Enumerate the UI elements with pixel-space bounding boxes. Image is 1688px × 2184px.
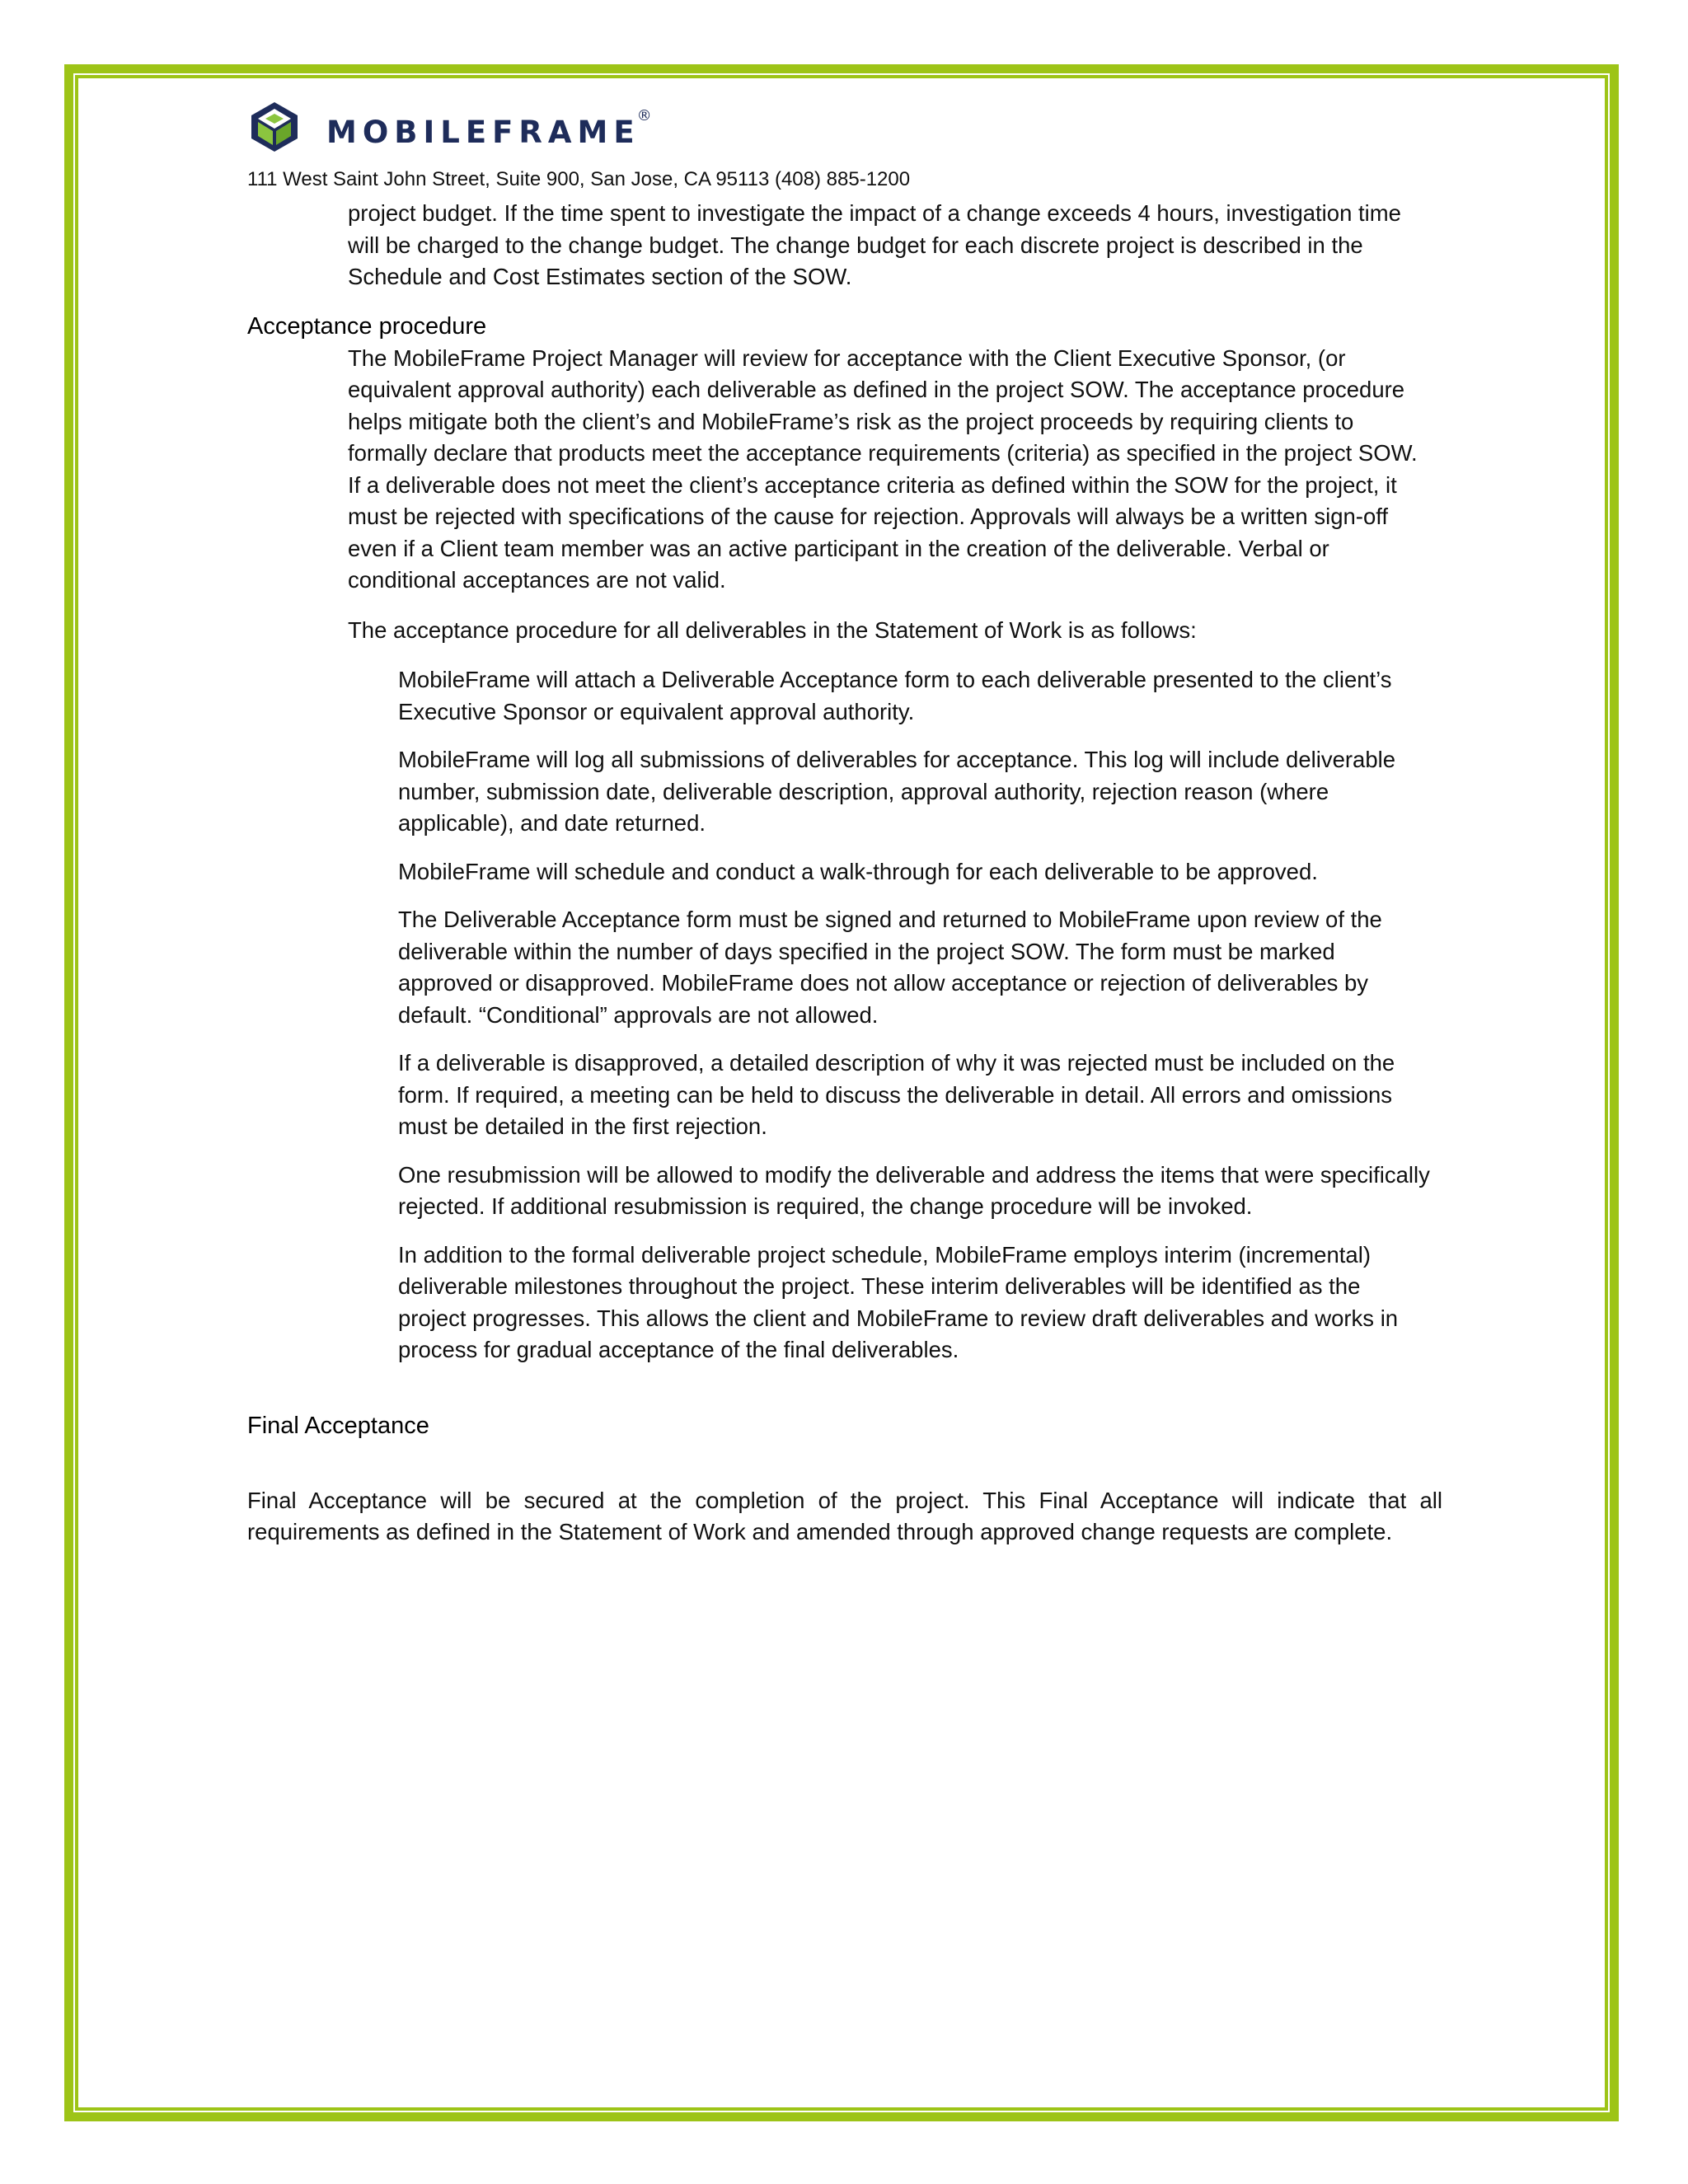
acceptance-procedure-paragraph: The MobileFrame Project Manager will review for acceptance with the Client Executive Sponsor, (or equivalent approval authority) each deliverable as defined in the project SOW. The acceptance procedure helps mitigate both the client’s and MobileFrame’s risk as the project proceeds by requiring clients to formally declare that products meet the acceptance requirements (criteria) as specified in the project SOW. If a deliverable does not meet the client’s acceptance criteria as defined within the SOW for the project, it must be rejected with specifications of the cause for rejection. Approvals will always be a written sign-off even if a Client team member was an active participant in the creation of the deliverable. Verbal or conditional acceptances are not valid. — [348, 344, 1418, 593]
procedure-step: If a deliverable is disapproved, a detailed description of why it was rejected must be included on the form. If required, a meeting can be held to discuss the deliverable in detail. All errors and omissions must be detailed in the first rejection. — [398, 1050, 1395, 1139]
procedure-step: The Deliverable Acceptance form must be signed and returned to MobileFrame upon review of the deliverable within the number of days specified in the project SOW. The form must be marked approved or disapproved. MobileFrame does not allow acceptance or rejection of deliverables by default. “Conditional” approvals are not allowed. — [398, 907, 1382, 1028]
company-address: 111 West Saint John Street, Suite 900, San Jose, CA 95113 (408) 885-1200 — [247, 168, 911, 190]
final-acceptance-heading: Final Acceptance — [247, 1412, 429, 1439]
procedure-step: MobileFrame will schedule and conduct a walk-through for each deliverable to be approved. — [398, 858, 1318, 884]
procedure-intro: The acceptance procedure for all deliverables in the Statement of Work is as follows: — [348, 616, 1197, 643]
procedure-step: One resubmission will be allowed to modify the deliverable and address the items that were specifically rejected. If additional resubmission is required, the change procedure will be invoked. — [398, 1161, 1430, 1219]
procedure-step: MobileFrame will attach a Deliverable Acceptance form to each deliverable presented to the client’s Executive Sponsor or equivalent approval authority. — [398, 667, 1392, 724]
registered-mark: ® — [636, 106, 652, 124]
company-logo — [247, 97, 910, 157]
logo-wordmark: MOBILEFRAME — [326, 114, 640, 150]
mobileframe-logo-icon — [247, 100, 302, 154]
letterhead — [247, 97, 910, 191]
final-acceptance-paragraph: Final Acceptance will be secured at the completion of the project. This Final Acceptance will indicate that all requirements as defined in the Statement of Work and amended through approved change requests are complete. — [247, 1487, 1442, 1544]
procedure-step: In addition to the formal deliverable project schedule, MobileFrame employs interim (incremental) deliverable milestones throughout the project. These interim deliverables will be identified as the project progresses. This allows the client and MobileFrame to review draft deliverables and works in process for gradual acceptance of the final deliverables. — [398, 1241, 1399, 1362]
document-body — [247, 198, 1442, 1549]
procedure-step: MobileFrame will log all submissions of deliverables for acceptance. This log will include deliverable number, submission date, deliverable description, approval authority, rejection reason (where applicable), and date returned. — [398, 747, 1396, 836]
intro-continued-paragraph: project budget. If the time spent to investigate the impact of a change exceeds 4 hours, investigation time will be charged to the change budget. The change budget for each discrete project is described in the Schedule and Cost Estimates section of the SOW. — [348, 200, 1401, 289]
acceptance-procedure-heading: Acceptance procedure — [247, 312, 487, 340]
